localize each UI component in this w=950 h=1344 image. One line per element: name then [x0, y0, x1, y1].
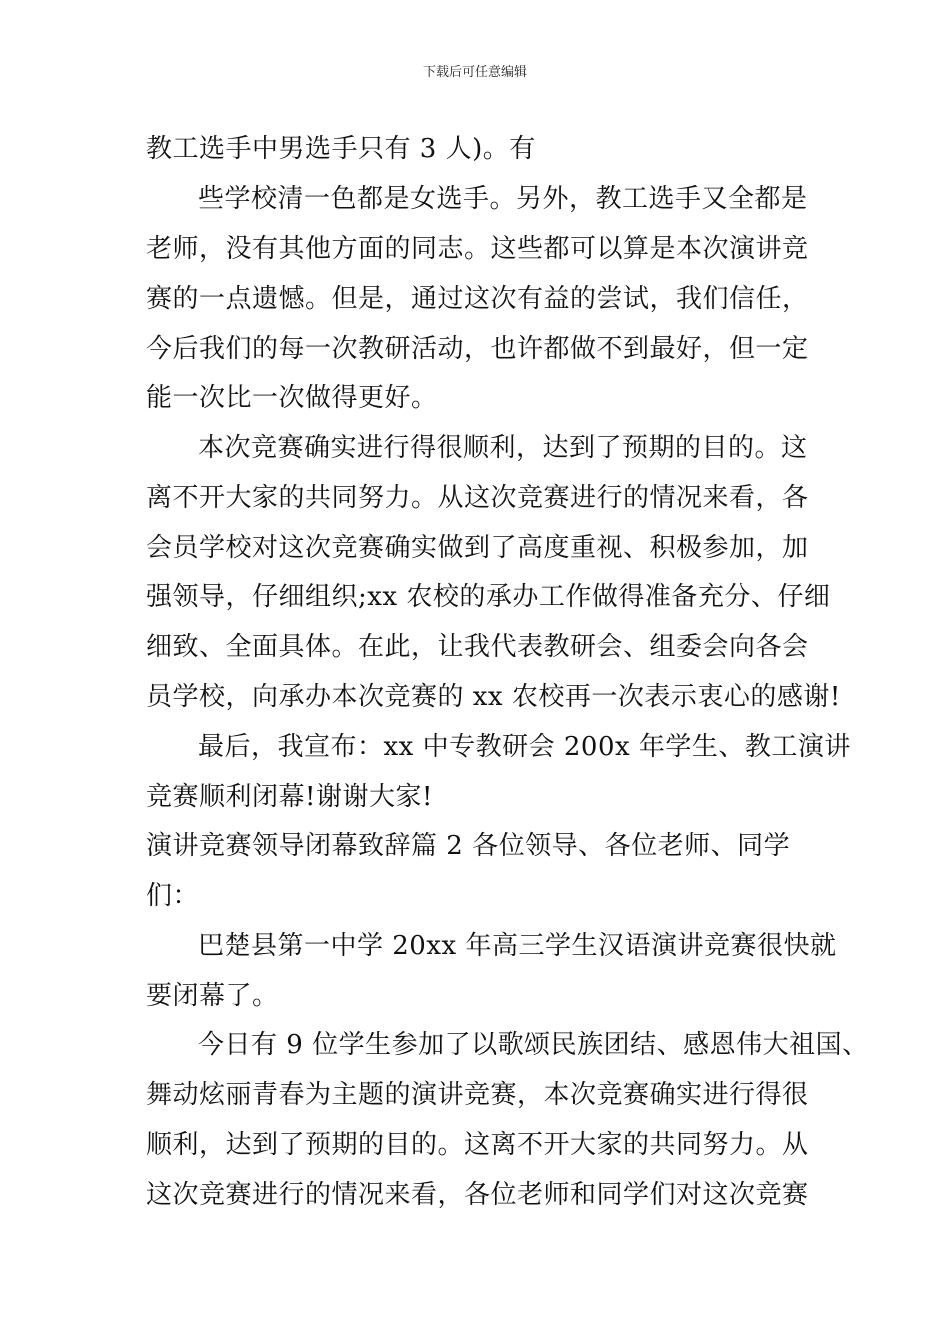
text-line: 本次竞赛确实进行得很顺利，达到了预期的目的。这 [198, 433, 808, 463]
text-line: 强领导，仔细组织;xx 农校的承办工作做得准备充分、仔细 [146, 582, 831, 612]
text-line: 能一次比一次做得更好。 [146, 383, 438, 413]
text-line: 竞赛顺利闭幕!谢谢大家! [146, 782, 433, 812]
text-line: 员学校，向承办本次竞赛的 xx 农校再一次表示衷心的感谢! [146, 682, 841, 712]
text-line: 教工选手中男选手只有 3 人)。有 [146, 134, 536, 164]
text-line: 赛的一点遗憾。但是，通过这次有益的尝试，我们信任， [146, 284, 809, 314]
text-line: 会员学校对这次竞赛确实做到了高度重视、积极参加，加 [146, 533, 809, 563]
text-line: 巴楚县第一中学 20xx 年高三学生汉语演讲竞赛很快就 [198, 931, 837, 961]
text-line: 们： [146, 881, 200, 911]
text-line: 些学校清一色都是女选手。另外，教工选手又全都是 [198, 184, 808, 214]
text-line: 今日有 9 位学生参加了以歌颂民族团结、感恩伟大祖国、 [198, 1030, 869, 1060]
text-line: 细致、全面具体。在此，让我代表教研会、组委会向各会 [146, 632, 809, 662]
text-line: 顺利，达到了预期的目的。这离不开大家的共同努力。从 [146, 1130, 809, 1160]
text-line: 离不开大家的共同努力。从这次竞赛进行的情况来看，各 [146, 483, 809, 513]
text-line: 舞动炫丽青春为主题的演讲竞赛，本次竞赛确实进行得很 [146, 1080, 809, 1110]
text-line: 最后，我宣布：xx 中专教研会 200x 年学生、教工演讲 [198, 732, 851, 762]
text-line: 今后我们的每一次教研活动，也许都做不到最好，但一定 [146, 334, 809, 364]
section-heading-line: 演讲竞赛领导闭幕致辞篇 2 各位领导、各位老师、同学 [146, 831, 791, 861]
text-line: 这次竞赛进行的情况来看，各位老师和同学们对这次竞赛 [146, 1180, 809, 1210]
text-line: 要闭幕了。 [146, 981, 279, 1011]
text-line: 老师，没有其他方面的同志。这些都可以算是本次演讲竞 [146, 234, 809, 264]
page-header: 下载后可任意编辑 [422, 65, 527, 80]
